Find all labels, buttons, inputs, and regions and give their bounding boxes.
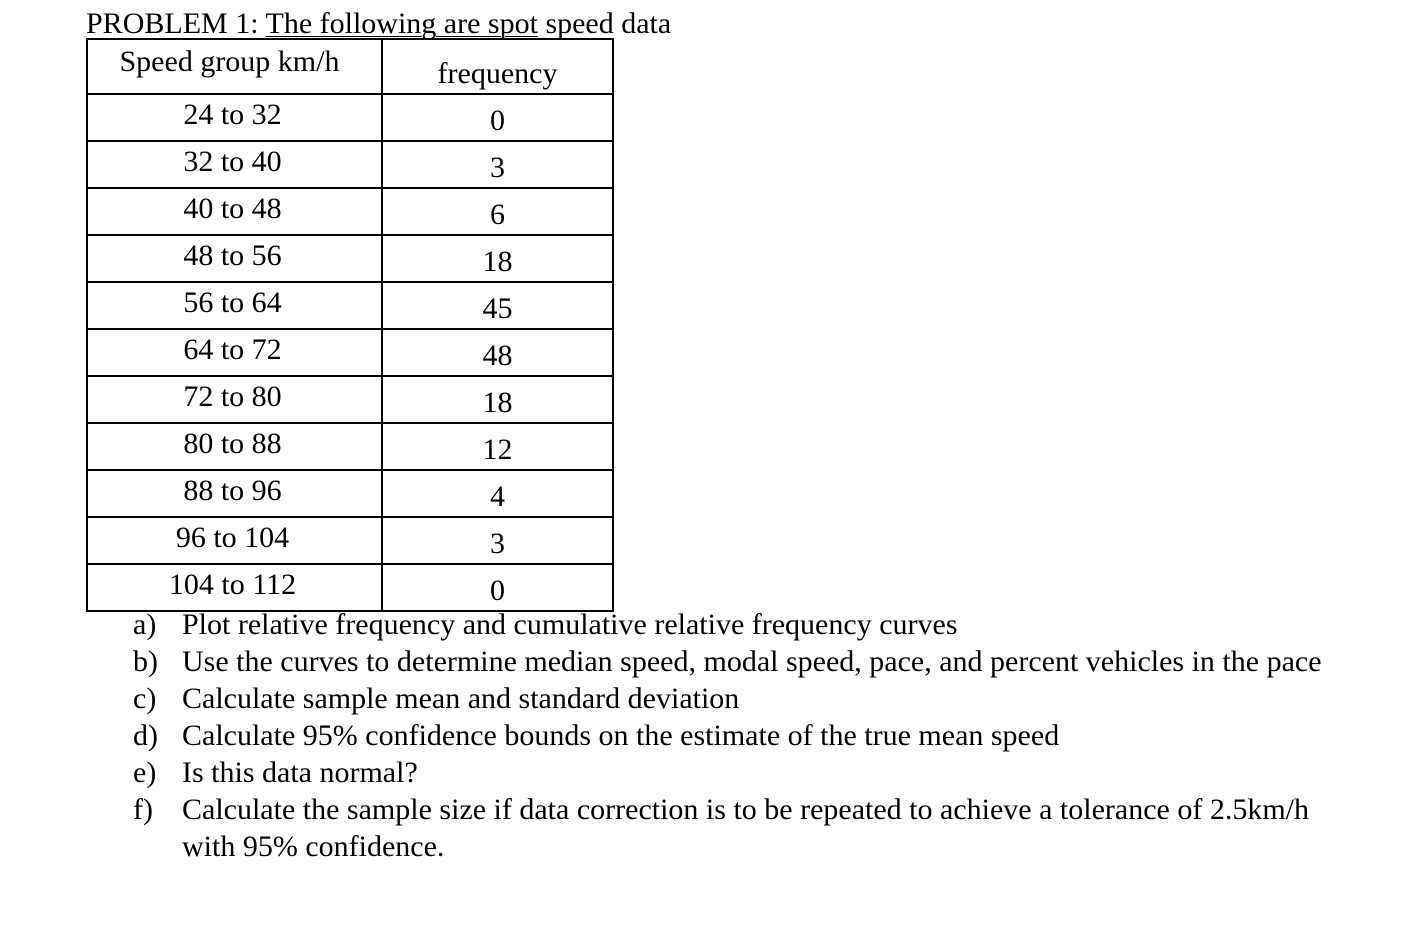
speed-cell (87, 94, 382, 141)
frequency-value: 18 (482, 245, 513, 278)
speed-cell (87, 141, 382, 188)
speed-cell (87, 517, 382, 564)
frequency-cell (382, 423, 613, 470)
header-speed-group (87, 39, 382, 94)
speed-cell (87, 564, 382, 611)
question-text: Calculate 95% confidence bounds on the estimate of the true mean speed (182, 719, 1060, 752)
frequency-cell (382, 470, 613, 517)
table-row (87, 188, 613, 235)
speed-value: 56 to 64 (183, 286, 282, 319)
table-row (87, 141, 613, 188)
speed-value: 64 to 72 (183, 333, 282, 366)
question-text: Calculate sample mean and standard deviation (182, 682, 740, 715)
question-marker: a) (133, 608, 157, 641)
speed-value: 96 to 104 (175, 521, 290, 554)
question-text: Is this data normal? (182, 756, 418, 789)
question-item (133, 754, 1353, 791)
speed-cell (87, 235, 382, 282)
frequency-cell (382, 517, 613, 564)
table-row (87, 235, 613, 282)
table-row (87, 470, 613, 517)
speed-cell (87, 423, 382, 470)
frequency-cell (382, 564, 613, 611)
frequency-value: 18 (482, 386, 513, 419)
table-header-row (87, 39, 613, 94)
speed-value: 88 to 96 (183, 474, 282, 507)
speed-value: 72 to 80 (183, 380, 282, 413)
title-suffix: speed data (537, 7, 672, 40)
table-row (87, 329, 613, 376)
frequency-value: 48 (482, 339, 513, 372)
question-text: Use the curves to determine median speed, modal speed, pace, and percent vehicles in the pace (182, 645, 1322, 678)
frequency-value: 12 (482, 433, 513, 466)
question-marker: e) (133, 756, 157, 789)
frequency-cell (382, 235, 613, 282)
table-row (87, 94, 613, 141)
speed-value: 40 to 48 (183, 192, 282, 225)
speed-cell (87, 376, 382, 423)
frequency-value: 4 (490, 480, 505, 513)
speed-cell (87, 329, 382, 376)
speed-cell (87, 282, 382, 329)
question-text: Plot relative frequency and cumulative relative frequency curves (182, 608, 958, 641)
frequency-value: 0 (490, 574, 505, 607)
frequency-cell (382, 376, 613, 423)
question-item (133, 791, 1353, 865)
question-list (133, 606, 1353, 865)
frequency-value: 45 (482, 292, 513, 325)
table-row (87, 564, 613, 611)
speed-value: 32 to 40 (183, 145, 282, 178)
speed-data-table (86, 38, 614, 612)
table-row (87, 376, 613, 423)
speed-value: 48 to 56 (183, 239, 282, 272)
frequency-value: 6 (490, 198, 505, 231)
title-underlined: The following are spot (265, 7, 538, 40)
speed-value: 24 to 32 (183, 98, 282, 131)
speed-cell (87, 470, 382, 517)
header-frequency (382, 39, 613, 94)
table-row (87, 423, 613, 470)
question-marker: d) (133, 719, 158, 752)
speed-value: 80 to 88 (183, 427, 282, 460)
frequency-cell (382, 188, 613, 235)
title-prefix: PROBLEM 1: (86, 7, 266, 40)
frequency-cell (382, 329, 613, 376)
header-frequency-label: frequency (437, 57, 558, 90)
frequency-cell (382, 141, 613, 188)
frequency-cell (382, 94, 613, 141)
question-item (133, 643, 1353, 680)
question-marker: f) (133, 793, 153, 826)
frequency-cell (382, 282, 613, 329)
question-text: Calculate the sample size if data correction is to be repeated to achieve a tolerance of 2.5km/h with 95% confidence. (182, 793, 1310, 863)
frequency-value: 3 (490, 527, 505, 560)
question-marker: b) (133, 645, 158, 678)
table-row (87, 282, 613, 329)
question-item (133, 680, 1353, 717)
speed-cell (87, 188, 382, 235)
frequency-value: 3 (490, 151, 505, 184)
question-marker: c) (133, 682, 157, 715)
frequency-value: 0 (490, 104, 505, 137)
question-item (133, 717, 1353, 754)
speed-value: 104 to 112 (168, 568, 297, 601)
table-row (87, 517, 613, 564)
header-speed-group-label: Speed group km/h (119, 45, 340, 78)
question-item (133, 606, 1353, 643)
